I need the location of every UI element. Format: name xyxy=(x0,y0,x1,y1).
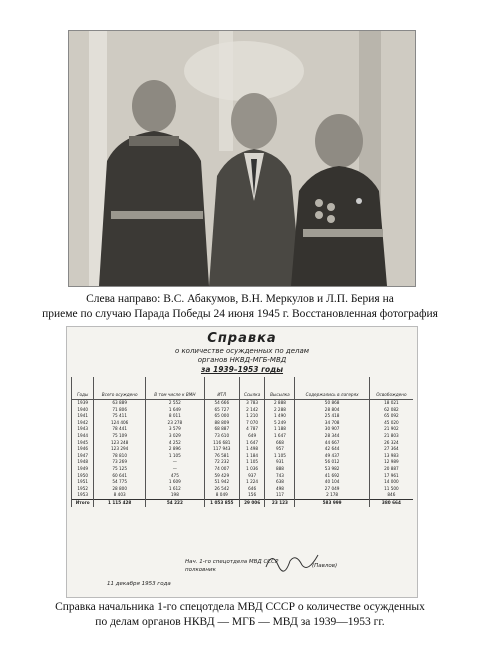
table-cell: 27 364 xyxy=(369,446,413,453)
table-cell: 2 142 xyxy=(239,407,265,414)
table-cell: 3 579 xyxy=(145,426,204,433)
table-cell: 646 xyxy=(239,486,265,493)
table-cell: 475 xyxy=(145,473,204,480)
table-row xyxy=(72,433,414,440)
table-cell: 4 252 xyxy=(145,440,204,447)
table-cell: 74 007 xyxy=(204,466,239,473)
table-cell: 3 029 xyxy=(145,433,204,440)
table-cell: 1943 xyxy=(72,426,94,433)
table-cell: — xyxy=(145,466,204,473)
table-cell: 78 441 xyxy=(94,426,146,433)
table-cell: 13 983 xyxy=(369,453,413,460)
photo-caption-line2: приеме по случаю Парада Победы 24 июня 1945 г. Восстановленная фотография xyxy=(42,308,438,320)
table-cell: 123 248 xyxy=(94,440,146,447)
table-cell: 75 125 xyxy=(94,466,146,473)
table-cell: 28 344 xyxy=(295,433,369,440)
table-row xyxy=(72,459,414,466)
table-total-row xyxy=(72,499,414,506)
table-cell: 1 490 xyxy=(265,413,295,420)
table-total-cell: 380 664 xyxy=(369,499,413,506)
table-cell: 1945 xyxy=(72,440,94,447)
photo-caption-line1: Слева направо: В.С. Абакумов, В.Н. Меркулов и Л.П. Берия на xyxy=(86,293,394,305)
table-cell: 21 803 xyxy=(369,433,413,440)
table-cell: 49 437 xyxy=(295,453,369,460)
table-cell: 1 224 xyxy=(239,479,265,486)
table-cell: 62 082 xyxy=(369,407,413,414)
table-column-header: Освобождено xyxy=(369,377,413,400)
table-cell: 1948 xyxy=(72,459,94,466)
table-cell: 2 552 xyxy=(145,400,204,407)
table-total-cell: 1 053 855 xyxy=(204,499,239,506)
table-cell: 44 667 xyxy=(295,440,369,447)
table-cell: 65 092 xyxy=(369,413,413,420)
table-cell: 7 070 xyxy=(239,420,265,427)
table-row xyxy=(72,446,414,453)
table-cell: 668 xyxy=(265,440,295,447)
table-row xyxy=(72,420,414,427)
table-row xyxy=(72,407,414,414)
table-cell: 27 049 xyxy=(295,486,369,493)
table-cell: 498 xyxy=(265,486,295,493)
table-cell: 743 xyxy=(265,473,295,480)
table-column-header: Высылка xyxy=(265,377,295,400)
table-row xyxy=(72,492,414,499)
table-cell: 931 xyxy=(265,459,295,466)
table-cell: 1950 xyxy=(72,473,94,480)
table-column-header: В том числе к ВМН xyxy=(145,377,204,400)
table-cell: 2 288 xyxy=(265,407,295,414)
historical-photo xyxy=(68,30,416,287)
table-row xyxy=(72,466,414,473)
table-cell: 888 xyxy=(265,466,295,473)
table-cell: 65 000 xyxy=(204,413,239,420)
table-cell: 1939 xyxy=(72,400,94,407)
photo-illustration xyxy=(69,31,415,286)
table-column-header: Ссылка xyxy=(239,377,265,400)
archival-document xyxy=(66,326,418,598)
table-column-header: ИТЛ xyxy=(204,377,239,400)
table-cell: 41 692 xyxy=(295,473,369,480)
table-cell: 8 011 xyxy=(145,413,204,420)
table-cell: 117 943 xyxy=(204,446,239,453)
table-cell: 4 787 xyxy=(239,426,265,433)
table-cell: 18 021 xyxy=(369,400,413,407)
table-cell: 1 036 xyxy=(239,466,265,473)
table-cell: 2 178 xyxy=(295,492,369,499)
table-row xyxy=(72,453,414,460)
table-cell: 1 609 xyxy=(145,479,204,486)
table-cell: 73 269 xyxy=(94,459,146,466)
table-cell: 1 647 xyxy=(265,433,295,440)
table-cell: 54 775 xyxy=(94,479,146,486)
table-body xyxy=(72,400,414,507)
table-cell: 1 210 xyxy=(239,413,265,420)
table-row xyxy=(72,479,414,486)
photo-caption xyxy=(40,292,440,322)
table-cell: 30 907 xyxy=(295,426,369,433)
table-cell: 54 666 xyxy=(204,400,239,407)
table-cell: 846 xyxy=(369,492,413,499)
table-cell: 68 887 xyxy=(204,426,239,433)
table-cell: 78 810 xyxy=(94,453,146,460)
table-total-cell: 23 123 xyxy=(265,499,295,506)
table-cell: 8 049 xyxy=(204,492,239,499)
document-date: 11 декабря 1953 года xyxy=(107,581,171,587)
table-cell: 2 896 xyxy=(145,446,204,453)
table-cell: 26 542 xyxy=(204,486,239,493)
table-cell: 5 249 xyxy=(265,420,295,427)
table-cell: 957 xyxy=(265,446,295,453)
signatory-name: (Павлов) xyxy=(312,563,338,569)
table-cell: 72 232 xyxy=(204,459,239,466)
table-row xyxy=(72,473,414,480)
table-cell: 1 105 xyxy=(239,459,265,466)
table-cell: 11 500 xyxy=(369,486,413,493)
table-cell: 1952 xyxy=(72,486,94,493)
table-cell: 60 641 xyxy=(94,473,146,480)
table-cell: 117 xyxy=(265,492,295,499)
table-cell: 34 708 xyxy=(295,420,369,427)
table-total-label: Итого xyxy=(72,499,94,506)
table-cell: 59 429 xyxy=(204,473,239,480)
document-caption xyxy=(40,600,440,630)
table-cell: 124 406 xyxy=(94,420,146,427)
table-cell: 1953 xyxy=(72,492,94,499)
table-cell: 56 012 xyxy=(295,459,369,466)
table-cell: 937 xyxy=(239,473,265,480)
table-cell: 1941 xyxy=(72,413,94,420)
table-row xyxy=(72,440,414,447)
table-cell: 28 800 xyxy=(94,486,146,493)
table-cell: 53 982 xyxy=(295,466,369,473)
table-header-row xyxy=(72,377,414,400)
table-cell: 1951 xyxy=(72,479,94,486)
table-cell: 1942 xyxy=(72,420,94,427)
table-cell: 156 xyxy=(239,492,265,499)
table-cell: 1 184 xyxy=(239,453,265,460)
table-cell: 45 020 xyxy=(369,420,413,427)
table-cell: 17 961 xyxy=(369,473,413,480)
table-cell: 1949 xyxy=(72,466,94,473)
table-row xyxy=(72,400,414,407)
table-row xyxy=(72,413,414,420)
table-cell: 123 294 xyxy=(94,446,146,453)
table-cell: 76 581 xyxy=(204,453,239,460)
table-cell: 1 105 xyxy=(265,453,295,460)
table-cell: 42 644 xyxy=(295,446,369,453)
table-cell: 40 104 xyxy=(295,479,369,486)
table-cell: 1940 xyxy=(72,407,94,414)
table-cell: 75 411 xyxy=(94,413,146,420)
table-cell: 1946 xyxy=(72,446,94,453)
table-cell: 116 681 xyxy=(204,440,239,447)
table-cell: 73 610 xyxy=(204,433,239,440)
table-cell: 25 418 xyxy=(295,413,369,420)
table-total-cell: 583 999 xyxy=(295,499,369,506)
table-cell: 88 809 xyxy=(204,420,239,427)
table-cell: 1 649 xyxy=(145,407,204,414)
table-cell: 2 888 xyxy=(265,400,295,407)
table-cell: 1947 xyxy=(72,453,94,460)
table-row xyxy=(72,486,414,493)
table-cell: 1 647 xyxy=(239,440,265,447)
table-column-header: Содержались в лагерях xyxy=(295,377,369,400)
table-cell: 1 105 xyxy=(145,453,204,460)
signatory-rank: полковник xyxy=(185,567,216,573)
table-cell: 26 324 xyxy=(369,440,413,447)
table-cell: 1 188 xyxy=(265,426,295,433)
table-cell: 8 403 xyxy=(94,492,146,499)
table-cell: 14 000 xyxy=(369,479,413,486)
table-cell: 75 109 xyxy=(94,433,146,440)
table-cell: 1944 xyxy=(72,433,94,440)
table-cell: 638 xyxy=(265,479,295,486)
table-cell: 28 804 xyxy=(295,407,369,414)
document-caption-line2: по делам органов НКВД — МГБ — МВД за 1939—1953 гг. xyxy=(95,616,385,628)
table-total-cell: 29 006 xyxy=(239,499,265,506)
document-years-range: за 1939–1953 годы xyxy=(200,365,284,374)
table-column-header: Всего осуждено xyxy=(94,377,146,400)
table-column-header: Годы xyxy=(72,377,94,400)
table-cell: 12 989 xyxy=(369,459,413,466)
table-cell: 63 889 xyxy=(94,400,146,407)
document-subtitle-1: о количестве осужденных по делам xyxy=(174,347,310,355)
table-cell: 71 806 xyxy=(94,407,146,414)
table-cell: 21 902 xyxy=(369,426,413,433)
table-cell: — xyxy=(145,459,204,466)
table-cell: 1 612 xyxy=(145,486,204,493)
table-cell: 65 727 xyxy=(204,407,239,414)
table-total-cell: 1 115 428 xyxy=(94,499,146,506)
table-cell: 3 783 xyxy=(239,400,265,407)
document-title: Справка xyxy=(207,331,277,346)
table-cell: 198 xyxy=(145,492,204,499)
table-cell: 1 498 xyxy=(239,446,265,453)
document-caption-line1: Справка начальника 1-го спецотдела МВД СССР о количестве осужденных xyxy=(55,601,425,613)
table-cell: 51 942 xyxy=(204,479,239,486)
table-row xyxy=(72,426,414,433)
table-cell: 649 xyxy=(239,433,265,440)
document-subtitle-2: органов НКВД-МГБ-МВД xyxy=(197,356,287,364)
signatory-title: Нач. 1-го спецотдела МВД СССР xyxy=(185,559,279,565)
table-cell: 23 278 xyxy=(145,420,204,427)
table-total-cell: 54 222 xyxy=(145,499,204,506)
table-cell: 50 868 xyxy=(295,400,369,407)
convictions-table xyxy=(71,377,413,507)
table-cell: 20 887 xyxy=(369,466,413,473)
